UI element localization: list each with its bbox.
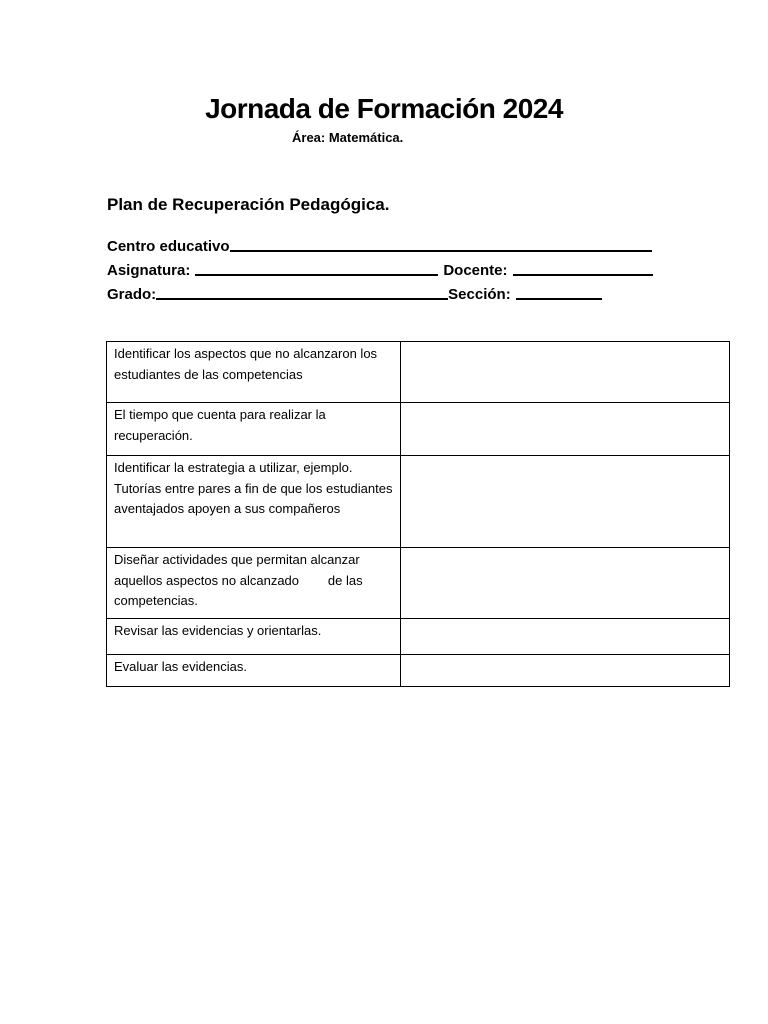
row-label-cell — [107, 456, 401, 548]
docente-label: Docente: — [443, 262, 508, 279]
table-row — [107, 619, 730, 655]
centro-blank[interactable] — [230, 234, 652, 252]
row-label-cell — [107, 403, 401, 456]
table-row — [107, 342, 730, 403]
table-row — [107, 548, 730, 619]
area-subtitle: Área: Matemática. — [292, 130, 404, 145]
row-value-cell[interactable] — [401, 342, 730, 403]
table-row — [107, 403, 730, 456]
seccion-label: Sección: — [448, 286, 511, 303]
asignatura-label: Asignatura: — [107, 262, 191, 279]
form-fields — [107, 231, 667, 303]
document-title: Jornada de Formación 2024 — [205, 93, 563, 124]
centro-label: Centro educativo — [107, 238, 230, 255]
row-label: Diseñar actividades que permitan alcanzar aquellos aspectos no alcanzado de las competencias. — [114, 552, 367, 608]
plan-title: Plan de Recuperación Pedagógica. — [107, 195, 390, 214]
asignatura-row — [107, 255, 667, 279]
row-value-cell[interactable] — [401, 548, 730, 619]
grado-row — [107, 279, 667, 303]
recovery-plan-table — [106, 341, 730, 687]
row-label: Revisar las evidencias y orientarlas. — [114, 623, 322, 638]
grado-blank[interactable] — [156, 282, 448, 300]
row-value-cell[interactable] — [401, 456, 730, 548]
row-label-cell — [107, 548, 401, 619]
row-label: Identificar los aspectos que no alcanzaron los estudiantes de las competencias — [114, 346, 378, 382]
asignatura-blank[interactable] — [195, 258, 438, 276]
row-label-cell — [107, 655, 401, 687]
row-label-cell — [107, 619, 401, 655]
row-label: El tiempo que cuenta para realizar la recuperación. — [114, 407, 326, 443]
docente-blank[interactable] — [513, 258, 653, 276]
row-label: Identificar la estrategia a utilizar, ejemplo. Tutorías entre pares a fin de que los estudiantes aventajados apoyen a sus compañeros — [114, 460, 393, 516]
grado-label: Grado: — [107, 286, 157, 303]
table-row — [107, 456, 730, 548]
seccion-blank[interactable] — [516, 282, 602, 300]
row-value-cell[interactable] — [401, 655, 730, 687]
table-row — [107, 655, 730, 687]
row-label-cell — [107, 342, 401, 403]
centro-row — [107, 231, 667, 255]
row-label: Evaluar las evidencias. — [114, 659, 247, 674]
row-value-cell[interactable] — [401, 619, 730, 655]
row-value-cell[interactable] — [401, 403, 730, 456]
